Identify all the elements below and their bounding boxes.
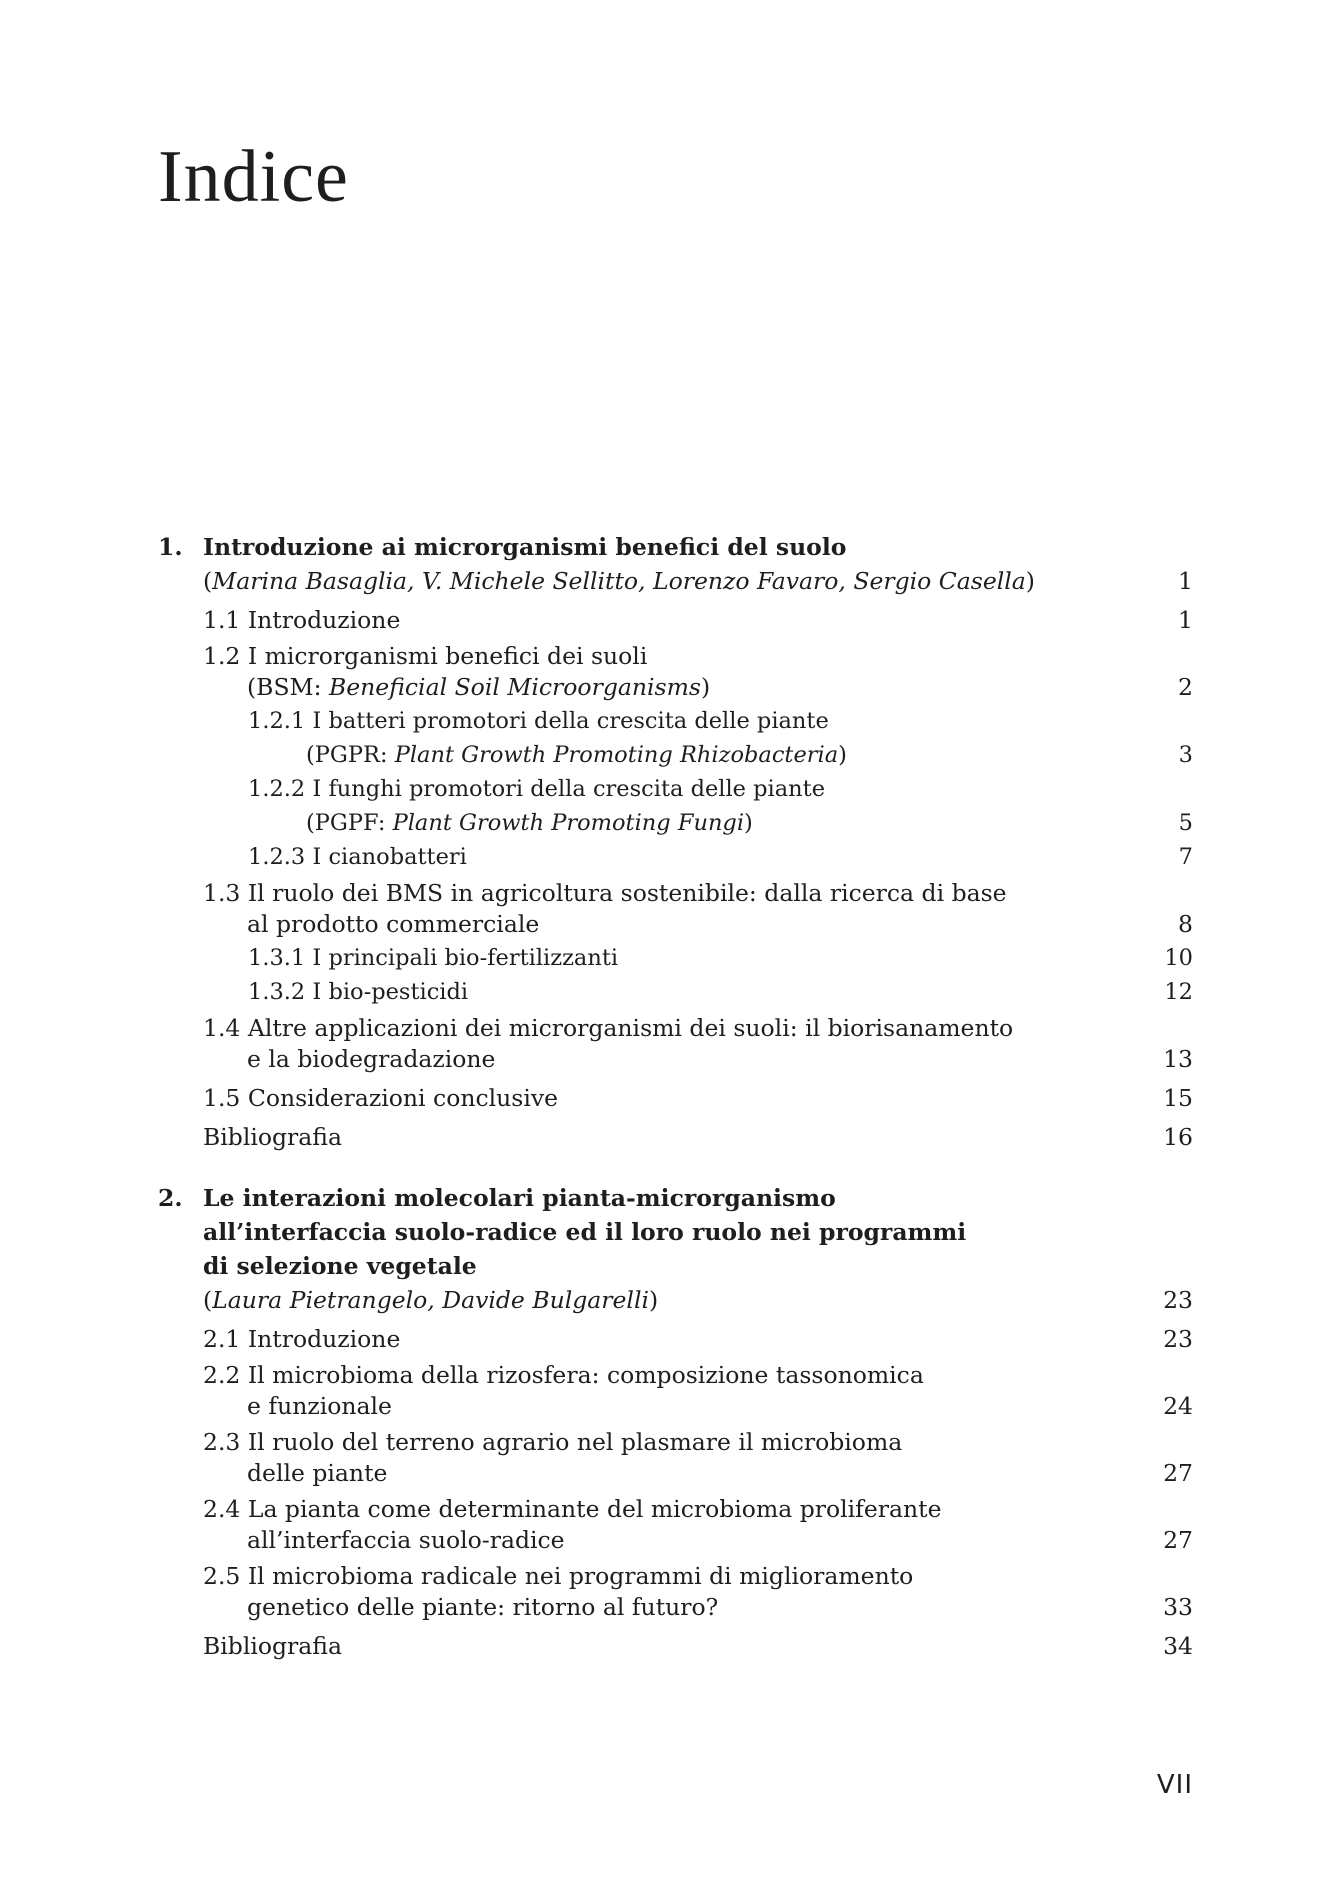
- toc-entry[interactable]: 1.1 Introduzione 1: [203, 603, 1193, 637]
- page-number: 16: [1163, 1123, 1193, 1151]
- chapter-number: 1.: [158, 533, 183, 561]
- toc-entry[interactable]: 1.3 Il ruolo dei BMS in agricoltura sostenibile: dalla ricerca di base al prodotto commerciale 8: [203, 879, 1193, 941]
- page-number: 1: [1178, 606, 1193, 634]
- page-number: 8: [1178, 910, 1193, 938]
- toc-entry[interactable]: 1.3.1 I principali bio-fertilizzanti 10: [248, 941, 1193, 975]
- toc-entry[interactable]: 1.2 I microrganismi benefici dei suoli (BSM: Beneficial Soil Microorganisms) 2: [203, 642, 1193, 704]
- chapter-authors: Laura Pietrangelo, Davide Bulgarelli: [212, 1286, 649, 1314]
- page-number: 23: [1163, 1325, 1193, 1353]
- page-number: 10: [1164, 945, 1193, 971]
- toc-entry[interactable]: 2.5 Il microbioma radicale nei programmi di miglioramento genetico delle piante: ritorno al futuro? 33: [203, 1562, 1193, 1624]
- page-number: 13: [1163, 1045, 1193, 1073]
- chapter-authors-row: (Laura Pietrangelo, Davide Bulgarelli) 23: [203, 1283, 1193, 1317]
- chapter-number: 2.: [158, 1184, 183, 1212]
- page-number: 2: [1178, 673, 1193, 701]
- page-number: 15: [1163, 1084, 1193, 1112]
- toc-entry[interactable]: 1.2.1 I batteri promotori della crescita delle piante (PGPR: Plant Growth Promoting Rhizobacteria) 3: [248, 704, 1193, 772]
- page-number: 33: [1163, 1593, 1193, 1621]
- toc-entry[interactable]: 1.4 Altre applicazioni dei microrganismi dei suoli: il biorisanamento e la biodegradazione 13: [203, 1014, 1193, 1076]
- toc-entry[interactable]: 1.3.2 I bio-pesticidi 12: [248, 975, 1193, 1009]
- page-number: 34: [1163, 1632, 1193, 1660]
- chapter-2: [158, 1181, 1193, 1663]
- page-number: 27: [1163, 1459, 1193, 1487]
- page-number: 3: [1178, 742, 1193, 768]
- page-number: 1: [1178, 567, 1193, 595]
- page-number: 23: [1163, 1286, 1193, 1314]
- page-number: 24: [1163, 1392, 1193, 1420]
- toc-entry[interactable]: 1.2.2 I funghi promotori della crescita delle piante (PGPF: Plant Growth Promoting Fungi) 5: [248, 772, 1193, 840]
- chapter-1: [158, 530, 1193, 1154]
- chapter-authors: Marina Basaglia, V. Michele Sellitto, Lorenzo Favaro, Sergio Casella: [212, 567, 1026, 595]
- toc-entry-bibliography[interactable]: Bibliografia 34: [203, 1629, 1193, 1663]
- toc-entry[interactable]: 1.2.3 I cianobatteri 7: [248, 840, 1193, 874]
- page-number: 7: [1178, 844, 1193, 870]
- toc-entry-bibliography[interactable]: Bibliografia 16: [203, 1120, 1193, 1154]
- table-of-contents: [158, 530, 1193, 1663]
- page-number: 12: [1164, 979, 1193, 1005]
- toc-entry[interactable]: 2.1 Introduzione 23: [203, 1322, 1193, 1356]
- page-title: Indice: [158, 136, 349, 218]
- page-number: 5: [1178, 810, 1193, 836]
- chapter-title: Introduzione ai microrganismi benefici del suolo: [203, 533, 847, 561]
- toc-entry[interactable]: 2.3 Il ruolo del terreno agrario nel plasmare il microbioma delle piante 27: [203, 1428, 1193, 1490]
- toc-entry[interactable]: 2.4 La pianta come determinante del microbioma proliferante all’interfaccia suolo-radice 27: [203, 1495, 1193, 1557]
- toc-entry[interactable]: 1.5 Considerazioni conclusive 15: [203, 1081, 1193, 1115]
- page-folio: VII: [1156, 1770, 1193, 1800]
- chapter-authors-row: (Marina Basaglia, V. Michele Sellitto, Lorenzo Favaro, Sergio Casella) 1: [203, 564, 1193, 598]
- page-number: 27: [1163, 1526, 1193, 1554]
- chapter-title: Le interazioni molecolari pianta-microrganismo all’interfaccia suolo-radice ed il loro ruolo nei programmi di selezione vegetale: [203, 1184, 967, 1280]
- toc-entry[interactable]: 2.2 Il microbioma della rizosfera: composizione tassonomica e funzionale 24: [203, 1361, 1193, 1423]
